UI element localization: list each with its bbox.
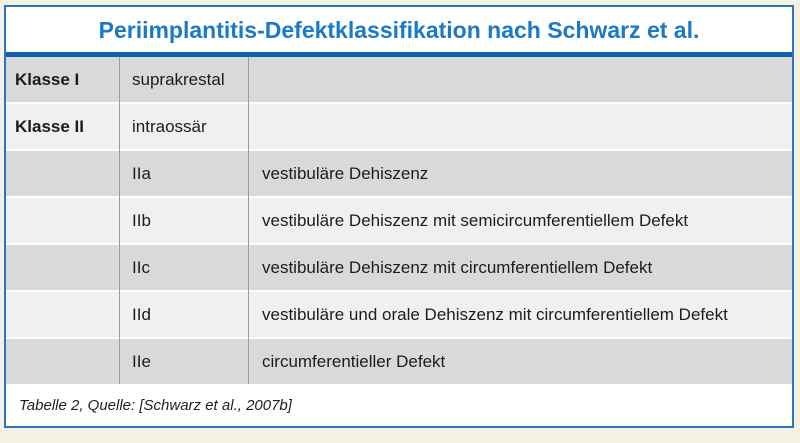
table-source-caption: Tabelle 2, Quelle: [Schwarz et al., 2007b] [6, 384, 792, 426]
table-row-iid [6, 292, 792, 337]
cell-class [6, 292, 119, 337]
cell-class [6, 198, 119, 243]
cell-description: vestibuläre Dehiszenz mit semicircumferentiellem Defekt [262, 210, 689, 230]
cell-class [6, 245, 119, 290]
table-row-klasse-2 [6, 104, 792, 149]
column-divider-2 [248, 57, 249, 384]
table-title: Periimplantitis-Defektklassifikation nach Schwarz et al. [98, 17, 700, 43]
cell-class: Klasse II [15, 116, 84, 136]
cell-subclass: IIa [132, 163, 151, 183]
table-row-klasse-1 [6, 57, 792, 102]
cell-description [248, 104, 792, 149]
cell-class [6, 339, 119, 384]
table-row-iib [6, 198, 792, 243]
cell-subclass: suprakrestal [132, 69, 225, 89]
classification-table-panel [4, 5, 794, 428]
cell-description: circumferentieller Defekt [262, 351, 446, 371]
cell-class: Klasse I [15, 69, 80, 89]
cell-description: vestibuläre und orale Dehiszenz mit circumferentiellem Defekt [262, 304, 728, 324]
cell-subclass: IId [132, 304, 151, 324]
cell-description: vestibuläre Dehiszenz [262, 163, 429, 183]
cell-subclass: IIb [132, 210, 151, 230]
column-divider-1 [119, 57, 120, 384]
cell-description [248, 57, 792, 102]
table-row-iie [6, 339, 792, 384]
cell-subclass: intraossär [132, 116, 207, 136]
cell-subclass: IIc [132, 257, 150, 277]
table-row-iic [6, 245, 792, 290]
cell-description: vestibuläre Dehiszenz mit circumferentiellem Defekt [262, 257, 653, 277]
table-body [6, 57, 792, 384]
table-row-iia [6, 151, 792, 196]
cell-subclass: IIe [132, 351, 151, 371]
cell-class [6, 151, 119, 196]
